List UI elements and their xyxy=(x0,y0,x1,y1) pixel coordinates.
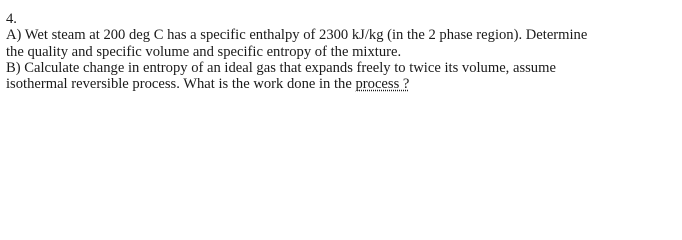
part-b-line-2 xyxy=(6,76,409,93)
part-a-line-2: the quality and specific volume and specific entropy of the mixture. xyxy=(6,44,402,60)
part-b-line-2-text: isothermal reversible process. What is the work done in the xyxy=(6,76,352,92)
part-a-line-1: A) Wet steam at 200 deg C has a specific enthalpy of 2300 kJ/kg (in the 2 phase region). Determine xyxy=(6,27,588,43)
part-b-line-1: B) Calculate change in entropy of an ideal gas that expands freely to twice its volume, assume xyxy=(6,60,556,76)
question-number: 4. xyxy=(6,11,17,27)
underlined-word: process ? xyxy=(355,76,410,92)
